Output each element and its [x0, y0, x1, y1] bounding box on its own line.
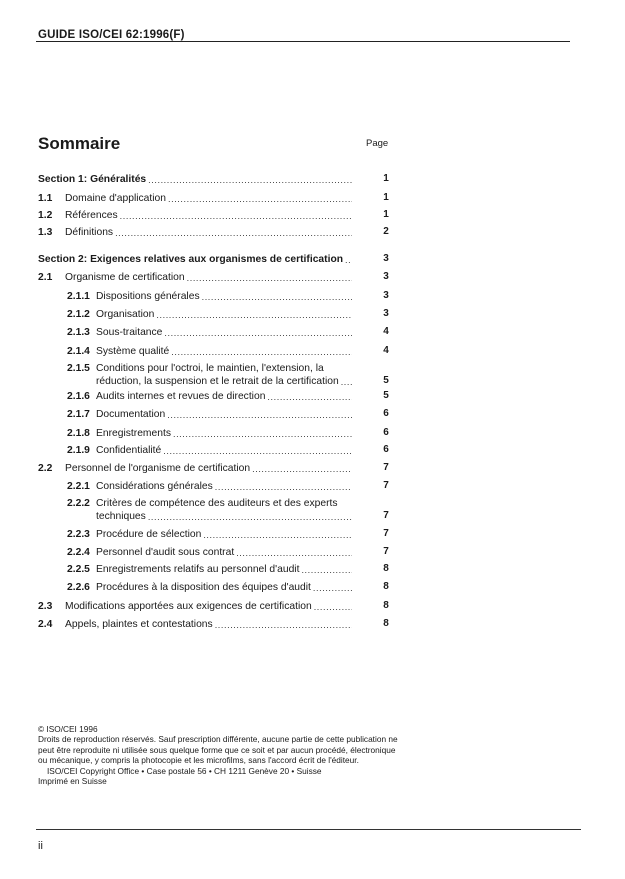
toc-entry[interactable] [96, 497, 352, 510]
toc-page-number: 7 [383, 510, 389, 521]
toc-entry-label: Organisation [96, 309, 155, 320]
leader-dots [252, 463, 352, 475]
page-title: Sommaire [38, 134, 121, 153]
leader-dots [168, 193, 352, 205]
toc-entry-number: 2.1.6 [67, 391, 90, 402]
toc-entry[interactable] [96, 345, 352, 358]
toc-page-number: 6 [383, 408, 389, 419]
toc-entry-label: Conditions pour l'octroi, le maintien, l'extension, la [96, 363, 324, 374]
toc-page-number: 1 [383, 173, 389, 184]
toc-page-number: 3 [383, 308, 389, 319]
leader-dots [215, 481, 352, 493]
leader-dots [203, 529, 352, 541]
toc-entry-number: 2.2.1 [67, 481, 90, 492]
leader-dots [215, 619, 352, 631]
copyright-office: ISO/CEI Copyright Office • Case postale 56 • CH 1211 Genève 20 • Suisse [47, 765, 322, 776]
toc-entry-continuation[interactable] [96, 375, 352, 388]
toc-entry-number: 2.1.1 [67, 291, 90, 302]
toc-entry[interactable] [65, 271, 352, 284]
toc-entry[interactable] [65, 192, 352, 205]
toc-entry[interactable] [65, 618, 352, 631]
toc-page-number: 6 [383, 427, 389, 438]
page-column-label: Page [366, 138, 389, 149]
toc-entry-number: 2.1.9 [67, 445, 90, 456]
leader-dots [164, 327, 352, 339]
toc-entry-number: 2.1.2 [67, 309, 90, 320]
toc-entry-label: Personnel d'audit sous contrat [96, 547, 235, 558]
toc-entry-label-continued: techniques [96, 511, 146, 522]
leader-dots [341, 376, 352, 388]
copyright-notice [38, 724, 398, 786]
leader-dots [313, 582, 352, 594]
toc-entry-label: Système qualité [96, 346, 170, 357]
toc-entry-label: Appels, plaintes et contestations [65, 619, 213, 630]
toc-entry-label: Section 2: Exigences relatives aux organismes de certification [38, 254, 344, 265]
toc-entry-label: Audits internes et revues de direction [96, 391, 266, 402]
toc-entry-label: Enregistrements relatifs au personnel d'audit [96, 564, 300, 575]
toc-entry-number: 2.2.3 [67, 529, 90, 540]
toc-entry[interactable] [65, 600, 352, 613]
toc-entry[interactable] [96, 326, 352, 339]
toc-page-number: 1 [383, 192, 389, 203]
leader-dots [163, 445, 352, 457]
toc-entry[interactable] [96, 408, 352, 421]
leader-dots [115, 227, 352, 239]
toc-entry[interactable] [96, 427, 352, 440]
toc-entry-number: 2.2.4 [67, 547, 90, 558]
toc-page-number: 7 [383, 546, 389, 557]
toc-entry-label: Organisme de certification [65, 272, 185, 283]
toc-entry-label: Domaine d'application [65, 193, 166, 204]
printed-in: Imprimé en Suisse [38, 776, 107, 787]
toc-entry[interactable] [96, 308, 352, 321]
toc-entry-label: Documentation [96, 409, 166, 420]
toc-entry-label: Sous-traitance [96, 327, 163, 338]
toc-entry-number: 1.2 [38, 210, 53, 221]
toc-entry-continuation[interactable] [96, 510, 352, 523]
toc-entry-label: Confidentialité [96, 445, 162, 456]
toc-page-number: 8 [383, 563, 389, 574]
toc-entry-label: Procédure de sélection [96, 529, 202, 540]
leader-dots [148, 174, 352, 186]
toc-page-number: 8 [383, 618, 389, 629]
leader-dots [120, 210, 352, 222]
toc-entry-label: Références [65, 210, 118, 221]
toc-entry[interactable] [96, 444, 352, 457]
leader-dots [314, 601, 352, 613]
toc-page-number: 7 [383, 528, 389, 539]
leader-dots [301, 564, 352, 576]
toc-entry-label: Définitions [65, 227, 114, 238]
toc-page-number: 2 [383, 226, 389, 237]
toc-entry-label: Considérations générales [96, 481, 213, 492]
toc-entry[interactable] [96, 290, 352, 303]
leader-dots [202, 291, 352, 303]
toc-entry[interactable] [65, 462, 352, 475]
toc-entry-number: 1.1 [38, 193, 53, 204]
page-number: ii [38, 840, 43, 852]
leader-dots [187, 272, 352, 284]
toc-page-number: 5 [383, 390, 389, 401]
leader-dots [148, 511, 352, 523]
toc-entry-label: Critères de compétence des auditeurs et des experts [96, 498, 338, 509]
toc-entry[interactable] [38, 173, 352, 186]
leader-dots [167, 409, 352, 421]
rights-statement: Droits de reproduction réservés. Sauf prescription différente, aucune partie de cette publication ne peut être reproduite ni utilisée sous quelque forme que ce soit et par aucun procédé, électronique ou mécanique, y compris la photocopie et les microfilms, sans l'accord écrit de l'éditeur. [38, 734, 398, 766]
toc-entry-number: 2.1.4 [67, 346, 90, 357]
leader-dots [156, 309, 352, 321]
leader-dots [267, 391, 352, 403]
header-rule [36, 41, 570, 42]
leader-dots [236, 547, 352, 559]
toc-entry-number: 2.2 [38, 463, 53, 474]
toc-entry-number: 2.4 [38, 619, 53, 630]
toc-entry-label-continued: réduction, la suspension et le retrait de la certification [96, 376, 339, 387]
toc-page-number: 3 [383, 271, 389, 282]
document-reference-header: GUIDE ISO/CEI 62:1996(F) [38, 29, 185, 41]
toc-entry-label: Modifications apportées aux exigences de certification [65, 601, 312, 612]
toc-entry-label: Procédures à la disposition des équipes d'audit [96, 582, 311, 593]
toc-page-number: 7 [383, 480, 389, 491]
toc-entry[interactable] [96, 546, 352, 559]
leader-dots [171, 346, 352, 358]
toc-entry-number: 2.2.6 [67, 582, 90, 593]
toc-entry[interactable] [96, 362, 352, 375]
toc-entry-number: 2.1.3 [67, 327, 90, 338]
toc-entry[interactable] [96, 581, 352, 594]
toc-page-number: 6 [383, 444, 389, 455]
copyright-line: © ISO/CEI 1996 [38, 724, 98, 734]
toc-entry-number: 2.2.5 [67, 564, 90, 575]
toc-entry-label: Personnel de l'organisme de certification [65, 463, 251, 474]
leader-dots [345, 254, 352, 266]
toc-entry[interactable] [96, 528, 352, 541]
toc-entry[interactable] [65, 209, 352, 222]
toc-page-number: 8 [383, 600, 389, 611]
footer-rule [36, 829, 581, 830]
toc-page-number: 3 [383, 253, 389, 264]
toc-entry[interactable] [96, 480, 352, 493]
toc-page-number: 3 [383, 290, 389, 301]
toc-entry[interactable] [65, 226, 352, 239]
toc-entry-number: 2.1.8 [67, 428, 90, 439]
toc-entry-number: 2.2.2 [67, 498, 90, 509]
toc-entry-number: 2.1.7 [67, 409, 90, 420]
toc-page-number: 5 [383, 375, 389, 386]
toc-entry-label: Section 1: Généralités [38, 174, 147, 185]
toc-page-number: 8 [383, 581, 389, 592]
toc-entry[interactable] [38, 253, 352, 266]
toc-entry[interactable] [96, 390, 352, 403]
leader-dots [173, 428, 352, 440]
toc-entry[interactable] [96, 563, 352, 576]
toc-page-number: 7 [383, 462, 389, 473]
toc-entry-number: 1.3 [38, 227, 53, 238]
toc-entry-number: 2.3 [38, 601, 53, 612]
toc-entry-label: Enregistrements [96, 428, 171, 439]
toc-entry-number: 2.1.5 [67, 363, 90, 374]
toc-page-number: 1 [383, 209, 389, 220]
toc-entry-label: Dispositions générales [96, 291, 200, 302]
toc-page-number: 4 [383, 326, 389, 337]
toc-page-number: 4 [383, 345, 389, 356]
toc-entry-number: 2.1 [38, 272, 53, 283]
